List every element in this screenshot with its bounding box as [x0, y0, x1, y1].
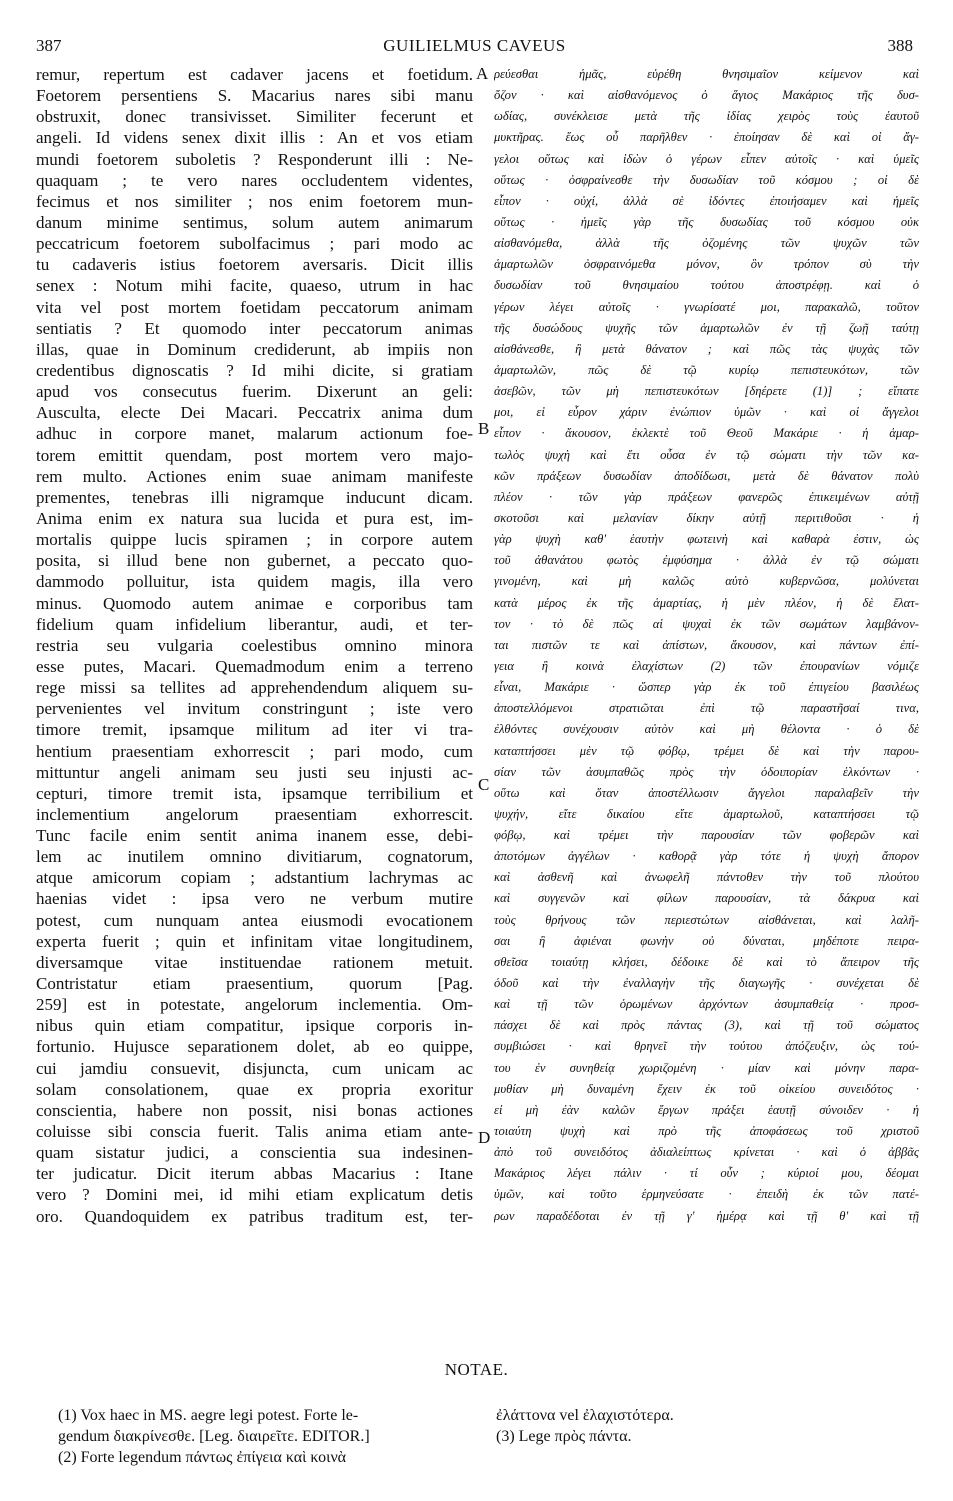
latin-text-line: prementes, tenebras illi nigramque inducunt dicam.: [36, 487, 473, 507]
margin-marker-d: D: [478, 1128, 491, 1147]
latin-text-line: mittuntur angeli animam seu justi seu injusti ac-: [36, 762, 473, 782]
greek-text-line: ὑμῶν, καὶ τοῦτο ἑρμηνεύσατε · ἐπειδὴ ἐκ τῶν πατέ-: [494, 1187, 919, 1202]
latin-text-line: pervenientes vel invitum constringunt ; iste vero: [36, 699, 473, 719]
greek-text-line: γελοι οὕτως καὶ ἰδὼν ὁ γέρων εἶπεν αὐτοῖς · καὶ ὑμεῖς: [494, 151, 919, 166]
latin-text-line: vita vel post mortem foetidam peccatorum animam: [36, 297, 473, 317]
latin-text-line: mundi foetorem suboletis ? Responderunt illi : Ne-: [36, 149, 473, 169]
latin-text-line: peccatricum foetorem subolfacimus ; pari modo ac: [36, 234, 473, 254]
greek-text-line: τον · τὸ δὲ πῶς αἱ ψυχαὶ ἐκ τῶν σωμάτων λαμβάνον-: [494, 616, 919, 631]
note-line: (3) Lege πρὸς πάντα.: [496, 1428, 632, 1445]
greek-text-line: ἀπὸ τοῦ συνειδότος ἀδιαλείπτως κρίνεται · καὶ ὁ ἀββᾶς: [494, 1145, 919, 1160]
greek-text-line: γεια ἢ κοινὰ ἐλαχίστων (2) τῶν ἐπουρανίων νόμιζε: [494, 658, 919, 673]
greek-text-line: ρων παραδέδοται ἐν τῇ γ' ἡμέρᾳ καὶ τῇ θ' καὶ τῇ: [494, 1208, 919, 1223]
latin-text-line: obstruxit, donec transivisset. Similiter fecerunt et: [36, 107, 473, 127]
latin-text-line: inclementium angelorum praesentiam exhorrescit.: [36, 804, 473, 824]
greek-text-line: εἶπον · ἄκουσον, ἐκλεκτὲ τοῦ Θεοῦ Μακάριε · ἡ ἁμαρ-: [494, 426, 919, 441]
greek-text-line: καὶ συγγενῶν καὶ φίλων παρουσίαν, τὰ δάκρυα καὶ: [494, 891, 919, 906]
greek-text-line: κατὰ μέρος ἐκ τῆς ἁμαρτίας, ἡ μὲν πλέον, ἡ δὲ ἔλατ-: [494, 595, 919, 610]
greek-text-line: ὄζον · καὶ αἰσθανόμενος ὁ ἅγιος Μακάριος τῆς δυσ-: [494, 88, 919, 103]
greek-text-line: Μακάριος λέγει πάλιν · τί οὖν ; κύριοί μου, δέομαι: [494, 1166, 919, 1181]
latin-text-line: timore tremit, ipsamque militum ad iter vi tra-: [36, 720, 473, 740]
latin-text-line: ter judicatur. Dicit iterum abbas Macarius : Itane: [36, 1164, 473, 1184]
greek-text-line: αἰσθάνεσθε, ἢ μετὰ θάνατον ; καὶ πῶς τὰς ψυχὰς τῶν: [494, 341, 919, 356]
greek-text-line: ἁμαρτωλῶν ὀσφραινόμεθα μόνον, ὃν τρόπον σὺ τὴν: [494, 257, 919, 272]
latin-text-line: lem ac inutilem omnino divitiarum, cognatorum,: [36, 847, 473, 867]
greek-text-line: πάσχει δὲ καὶ πρὸς πάντας (3), καὶ τῇ τοῦ σώματος: [494, 1018, 919, 1033]
latin-text-line: 259] est in potestate, angelorum inclementia. Om-: [36, 995, 473, 1015]
greek-text-line: εἶναι, Μακάριε · ὥσπερ γὰρ ἐκ τοῦ ἐπιγείου βασιλέως: [494, 680, 919, 695]
latin-column: [36, 64, 473, 1227]
page-number-left: 387: [36, 36, 62, 55]
latin-text-line: danum minime sentimus, solum autem animarum: [36, 212, 473, 232]
greek-text-line: πλέον · τῶν γὰρ πράξεων φανερῶς ἐπικειμένων αὐτῇ: [494, 489, 919, 504]
latin-text-line: angeli. Id videns senex dixit illis : An et vos etiam: [36, 128, 473, 148]
latin-text-line: mortalis quippe lucis spiramen ; in corpore autem: [36, 530, 473, 550]
latin-text-line: oro. Quandoquidem ex patribus traditum est, ter-: [36, 1206, 473, 1226]
greek-text-line: σκοτοῦσι καὶ μελανίαν δίκην αὐτῇ περιτιθοῦσι · ἡ: [494, 510, 919, 525]
greek-text-line: ὁδοῦ καὶ τὴν ἐναλλαγὴν τῆς διαγωγῆς · συνέχεται δὲ: [494, 976, 919, 991]
greek-text-line: καὶ ἀσθενῆ καὶ ἀνωφελῆ πάντοθεν τὴν τοῦ πλούτου: [494, 870, 919, 885]
latin-text-line: conscientia, habere non possit, nisi bonas actiones: [36, 1100, 473, 1120]
latin-text-line: rem multo. Actiones enim suae animam manifeste: [36, 466, 473, 486]
latin-text-line: haenias videt : ipsa vero ne verbum mutire: [36, 889, 473, 909]
latin-text-line: tu cadaveris istius foetorem aversaris. Dicit illis: [36, 255, 473, 275]
greek-text-line: σαι ἢ ἀφιέναι φωνὴν οὐ δύναται, μηδέποτε πειρα-: [494, 933, 919, 948]
greek-text-line: συμβιώσει · καὶ θρηνεῖ τὴν τούτου ἀπόζευξιν, ὡς τού-: [494, 1039, 919, 1054]
note-line: ἐλάττονα vel ἐλαχιστότερα.: [496, 1407, 674, 1424]
greek-text-line: εἰ μὴ ἐὰν καλῶν ἔργων πράξει ἑαυτῇ σύνοιδεν · ἡ: [494, 1102, 919, 1117]
latin-text-line: cui jamdiu consuevit, disjuncta, cum unicam ac: [36, 1058, 473, 1078]
greek-text-line: ἀποτόμων ἀγγέλων · καθορᾷ γὰρ τότε ἡ ψυχὴ ἄπορον: [494, 849, 919, 864]
greek-text-line: τωλὸς ψυχὴ καὶ ἔτι οὖσα ἐν τῷ σώματι τὴν τῶν κα-: [494, 447, 919, 462]
latin-text-line: torem emittit quendam, post mortem vero majo-: [36, 445, 473, 465]
latin-text-line: posita, si illud bene non gubernet, a peccato quo-: [36, 551, 473, 571]
greek-text-line: γέρων λέγει αὐτοῖς · γνωρίσατέ μοι, παρακαλῶ, τοῦτον: [494, 299, 919, 314]
greek-text-line: γινομένη, καὶ μὴ καλῶς αὐτὸ κυβερνῶσα, μολύνεται: [494, 574, 919, 589]
latin-text-line: quam sistatur judici, a conscientia sua indesinen-: [36, 1143, 473, 1163]
greek-text-line: ἀποστελλόμενοι στρατιῶται ἐπὶ τῷ παραστῆσαί τινα,: [494, 701, 919, 716]
margin-marker-a: A: [476, 64, 489, 83]
latin-text-line: adhuc in corpore manet, malarum actionum foe-: [36, 424, 473, 444]
latin-text-line: Foetorem persentiens S. Macarius nares sibi manu: [36, 86, 473, 106]
greek-text-line: οὕτως · ἡμεῖς γὰρ τῆς δυσωδίας τοῦ κόσμου οὐκ: [494, 214, 919, 229]
running-head: [36, 36, 913, 60]
greek-text-line: οὕτω καὶ ὅταν ἀποστέλλωσιν ἄγγελοι παραλαβεῖν τὴν: [494, 785, 919, 800]
latin-text-line: fidelium quam infidelium liberantur, audi, et ter-: [36, 614, 473, 634]
latin-text-line: apud vos consecutus fuerim. Dixerunt an geli:: [36, 382, 473, 402]
latin-text-line: coluisse sibi conscia fuerit. Talis anima etiam ante-: [36, 1122, 473, 1142]
running-title: GUILIELMUS CAVEUS: [383, 36, 566, 55]
latin-text-line: quaquam ; te vero nares occludentem videntes,: [36, 170, 473, 190]
greek-text-line: ψυχήν, εἴτε δικαίου εἴτε ἁμαρτωλοῦ, καταπτήσσει τῷ: [494, 806, 919, 821]
latin-text-line: vero ? Domini mei, id mihi etiam explicatum detis: [36, 1185, 473, 1205]
latin-text-line: remur, repertum est cadaver jacens et foetidum.: [36, 65, 473, 84]
greek-text-line: ἐλθόντες συνέχουσιν αὐτὸν καὶ μὴ θέλοντα · ὁ δὲ: [494, 722, 919, 737]
greek-text-line: αἰσθανόμεθα, ἀλλὰ τῆς ὀζομένης τῶν ψυχῶν τῶν: [494, 236, 919, 251]
notes-title: NOTAE.: [444, 1360, 509, 1379]
latin-text-line: hentium praesentiam exhorrescit ; pari modo, cum: [36, 741, 473, 761]
latin-text-line: fecimus et nos similiter ; nos enim foetorem mun-: [36, 191, 473, 211]
latin-text-line: esse putes, Macari. Quemadmodum enim a terreno: [36, 656, 473, 676]
latin-text-line: restria seu vulgaria coelestibus omnino minora: [36, 635, 473, 655]
greek-text-line: μοι, εἰ εὗρον χάριν ἐνώπιον ὑμῶν · καὶ οἱ ἄγγελοι: [494, 405, 919, 420]
greek-text-line: τῆς δυσώδους ψυχῆς τῶν ἁμαρτωλῶν ἐν τῇ ζωῇ ταύτῃ: [494, 320, 919, 335]
latin-text-line: nibus quin etiam compatitur, ipsique corporis in-: [36, 1016, 473, 1036]
greek-text-line: τοὺς θρήνους τῶν περιεστώτων αἰσθάνεται, καὶ λαλῆ-: [494, 912, 919, 927]
latin-text-line: illas, quae in Dominum crediderunt, ab impiis non: [36, 339, 473, 359]
latin-text-line: minus. Quomodo autem animae e corporibus tam: [36, 593, 473, 613]
greek-text-line: γὰρ ψυχὴ καθ' ἑαυτὴν φωτεινὴ καὶ καθαρὰ ἐστιν, ὡς: [494, 532, 919, 547]
margin-marker-b: B: [478, 419, 490, 438]
greek-text-line: μυθίαν μὴ δυναμένη ἔχειν ἐκ τοῦ οἰκείου συνειδότος ·: [494, 1081, 919, 1096]
greek-text-line: τοιαύτη ψυχὴ καὶ πρὸ τῆς ἀποφάσεως τοῦ χριστοῦ: [494, 1124, 919, 1139]
greek-text-line: καὶ τῇ τῶν ὁρωμένων ἀρχόντων ἀσυμπαθείᾳ · προσ-: [494, 997, 919, 1012]
latin-text-line: Tunc facile enim sentit anima inanem esse, debi-: [36, 826, 473, 846]
greek-text-line: εἶπον · οὐχί, ἀλλὰ σὲ ἰδόντες ἐποιήσαμεν καὶ ἡμεῖς: [494, 193, 919, 208]
greek-column: [494, 64, 919, 1227]
note-line: (1) Vox haec in MS. aegre legi potest. Forte le-: [58, 1407, 359, 1424]
greek-text-line: ἀσεβῶν, τῶν μὴ πεπιστευκότων [δηέρετε (1)] ; εἴπατε: [494, 384, 919, 399]
latin-text-line: sentiatis ? Et quomodo inter peccatorum animas: [36, 318, 473, 338]
greek-text-line: του ἐν συνηθείᾳ χωριζομένη · μίαν καὶ μόνην παρα-: [494, 1060, 919, 1075]
greek-text-line: οὕτως · ὀσφραίνεσθε τὴν δυσωδίαν τοῦ κόσμου ; οἱ δὲ: [494, 172, 919, 187]
latin-text-line: solam consolationem, quae ex propria exoritur: [36, 1079, 473, 1099]
latin-text-line: cepturi, timore tremit ista, ipsamque terribilium et: [36, 783, 473, 803]
greek-text-line: φόβῳ, καὶ τρέμει τὴν παρουσίαν τῶν φοβερῶν καὶ: [494, 828, 919, 843]
latin-text-line: atque amicorum copiam ; adstantium lachrymas ac: [36, 868, 473, 888]
latin-text-line: potest, cum nunquam antea eiusmodi evocationem: [36, 910, 473, 930]
latin-text-line: dammodo polluitur, ista quidem magis, illa vero: [36, 572, 473, 592]
latin-text-line: credentibus dignoscatis ? Id mihi dicite, si gratiam: [36, 360, 473, 380]
latin-text-line: experta fuerit ; quin et infinitam vitae longitudinem,: [36, 931, 473, 951]
latin-text-line: Contristatur etiam praesentium, quorum [Pag.: [36, 974, 473, 994]
greek-text-line: σθεῖσα τοιαύτῃ κλήσει, δέδοικε δὲ καὶ τὸ ἄπειρον τῆς: [494, 954, 919, 969]
greek-text-line: καταπτήσσει μὲν τῷ φόβῳ, τρέμει δὲ καὶ τὴν παρου-: [494, 743, 919, 758]
note-line: gendum διακρίνεσθε. [Leg. διαιρεῖτε. EDITOR.]: [58, 1428, 370, 1445]
greek-text-line: ωδίας, συνέκλεισε μετὰ τῆς ἰδίας χειρὸς τοὺς ἑαυτοῦ: [494, 109, 919, 124]
latin-text-line: Anima enim ex natura sua lucida et pura est, im-: [36, 508, 473, 528]
greek-text-line: ται πιστῶν τε καὶ ἀπίστων, ἄκουσον, καὶ πάντων ἐπί-: [494, 637, 919, 652]
margin-marker-c: C: [478, 775, 490, 794]
latin-text-line: diversamque vitae instituendae rationem metuit.: [36, 952, 473, 972]
greek-text-line: σίαν τῶν ἀσυμπαθῶς πρὸς τὴν ὁδοιπορίαν ἑλκόντων ·: [494, 764, 919, 779]
latin-text-line: Ausculta, electe Dei Macari. Peccatrix anima dum: [36, 403, 473, 423]
latin-text-line: rege missi sa tellites ad apprehendendum aliquem su-: [36, 678, 473, 698]
greek-text-line: μυκτῆρας. ἕως οὗ παρῆλθεν · ἐποίησαν δὲ καὶ οἱ ἄγ-: [494, 130, 919, 145]
latin-text-line: fortunio. Hujusce separationem dolet, ab eo quippe,: [36, 1037, 473, 1057]
greek-text-line: δυσωδίαν τοῦ θνησιμαίου τούτου ἀποστρέφῃ. καὶ ὁ: [494, 278, 919, 293]
greek-text-line: ἁμαρτωλῶν, πῶς δὲ τῷ κυρίῳ πεπιστευκότων, τῶν: [494, 362, 919, 377]
note-line: (2) Forte legendum πάντως ἐπίγεια καὶ κοινὰ: [58, 1449, 347, 1466]
greek-text-line: τοῦ ἀθανάτου φωτὸς ἐμφύσημα · ἀλλὰ ἐν τῷ σώματι: [494, 553, 919, 568]
latin-text-line: senex : Notum mihi facite, quaeso, utrum in hac: [36, 276, 473, 296]
notes-left-column: [58, 1405, 478, 1468]
greek-text-line: ρεύεσθαι ἡμᾶς, εὑρέθη θνησιμαῖον κείμενον καὶ: [494, 67, 919, 81]
page-number-right: 388: [887, 36, 913, 55]
notes-right-column: [496, 1405, 916, 1447]
greek-text-line: κῶν πράξεων δυσωδίαν ἀποδίδωσι, μετὰ δὲ θάνατον πολὺ: [494, 468, 919, 483]
